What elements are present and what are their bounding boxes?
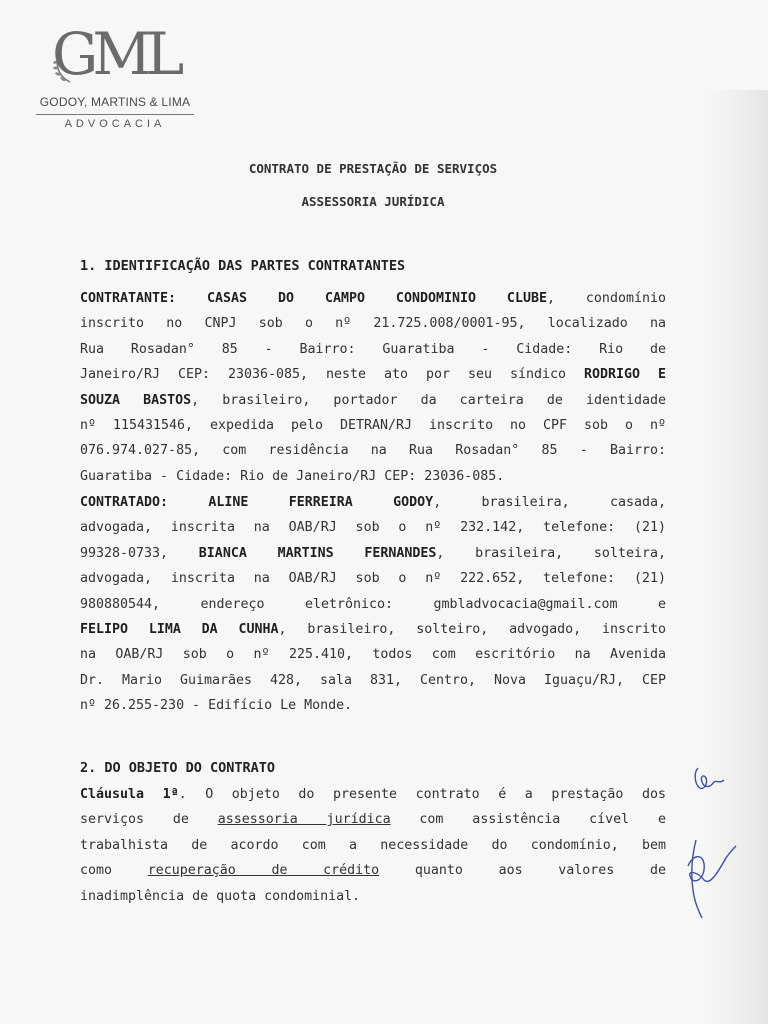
paragraph-line: nº 115431546, expedida pelo DETRAN/RJ inscrito no CPF sob o nº	[80, 417, 666, 433]
paragraph-line: Rua Rosadan° 85 - Bairro: Guaratiba - Cidade: Rio de	[80, 341, 666, 357]
paragraph-line: 980880544, endereço eletrônico: gmbladvocacia@gmail.com e	[80, 596, 666, 612]
letterhead-logo	[30, 22, 200, 134]
paragraph-line: advogada, inscrita na OAB/RJ sob o nº 222.652, telefone: (21)	[80, 571, 666, 587]
logo-divider	[36, 114, 194, 115]
section-heading-object: 2. DO OBJETO DO CONTRATO	[80, 760, 276, 776]
paragraph-line: Cláusula 1ª. O objeto do presente contrato é a prestação dos	[80, 787, 667, 802]
paragraph-line: CONTRATADO: ALINE FERREIRA GODOY, brasileira, casada,	[80, 495, 666, 510]
bold-phrase: RODRIGO E	[583, 367, 666, 383]
paragraph-line: Janeiro/RJ CEP: 23036-085, neste ato por seu síndico RODRIGO E	[80, 367, 666, 383]
paragraph-line: como recuperação de crédito quanto aos valores de	[80, 863, 666, 879]
bold-phrase: Cláusula 1ª	[80, 787, 179, 802]
paragraph-line: inadimplência de quota condominial.	[80, 888, 361, 904]
paragraph-line: Guaratiba - Cidade: Rio de Janeiro/RJ CEP: 23036-085.	[80, 468, 505, 484]
paragraph-line: serviços de assessoria jurídica com assistência cível e	[80, 812, 666, 828]
underlined-phrase: assessoria jurídica	[217, 812, 391, 828]
document-subtitle: ASSESSORIA JURÍDICA	[301, 194, 445, 209]
paragraph-line: 99328-0733, BIANCA MARTINS FERNANDES, brasileira, solteira,	[80, 545, 666, 561]
paragraph-line: trabalhista de acordo com a necessidade do condomínio, bem	[80, 837, 666, 853]
bold-phrase: CONTRATANTE: CASAS DO CAMPO CONDOMINIO CLUBE	[80, 291, 547, 306]
paragraph-line: Dr. Mario Guimarães 428, sala 831, Centro, Nova Iguaçu/RJ, CEP	[80, 672, 666, 688]
bold-phrase: FELIPO LIMA DA CUNHA	[80, 621, 279, 637]
logo-monogram: GML	[52, 20, 179, 88]
firm-name: GODOY, MARTINS & LIMA	[39, 95, 191, 109]
paragraph-line: advogada, inscrita na OAB/RJ sob o nº 232.142, telefone: (21)	[80, 520, 666, 536]
section-heading-parties: 1. IDENTIFICAÇÃO DAS PARTES CONTRATANTES	[80, 258, 406, 274]
paragraph-line: inscrito no CNPJ sob o nº 21.725.008/0001-95, localizado na	[80, 316, 666, 332]
paragraph-line: FELIPO LIMA DA CUNHA, brasileiro, solteiro, advogado, inscrito	[80, 621, 667, 637]
paragraph-line: 076.974.027-85, com residência na Rua Rosadan° 85 - Bairro:	[80, 443, 666, 459]
bold-phrase: BIANCA MARTINS FERNANDES	[198, 545, 437, 561]
clausula-paragraph	[80, 782, 666, 909]
paragraph-line: CONTRATANTE: CASAS DO CAMPO CONDOMINIO CLUBE, condomínio	[80, 291, 666, 306]
initials-signature-2	[682, 836, 738, 920]
paragraph-line: SOUZA BASTOS, brasileiro, portador da carteira de identidade	[80, 392, 666, 408]
bold-phrase: CONTRATADO: ALINE FERREIRA GODOY	[80, 495, 434, 510]
paragraph-line: nº 26.255-230 - Edifício Le Monde.	[80, 698, 353, 714]
contratante-paragraph	[80, 286, 666, 489]
bold-phrase: SOUZA BASTOS	[80, 392, 192, 408]
firm-subtitle: ADVOCACIA	[64, 118, 166, 130]
initials-signature-1	[690, 762, 730, 798]
underlined-phrase: recuperação de crédito	[147, 863, 380, 879]
contratado-paragraph	[80, 490, 666, 719]
paragraph-line: na OAB/RJ sob o nº 225.410, todos com escritório na Avenida	[80, 647, 666, 663]
document-title: CONTRATO DE PRESTAÇÃO DE SERVIÇOS	[248, 161, 498, 176]
